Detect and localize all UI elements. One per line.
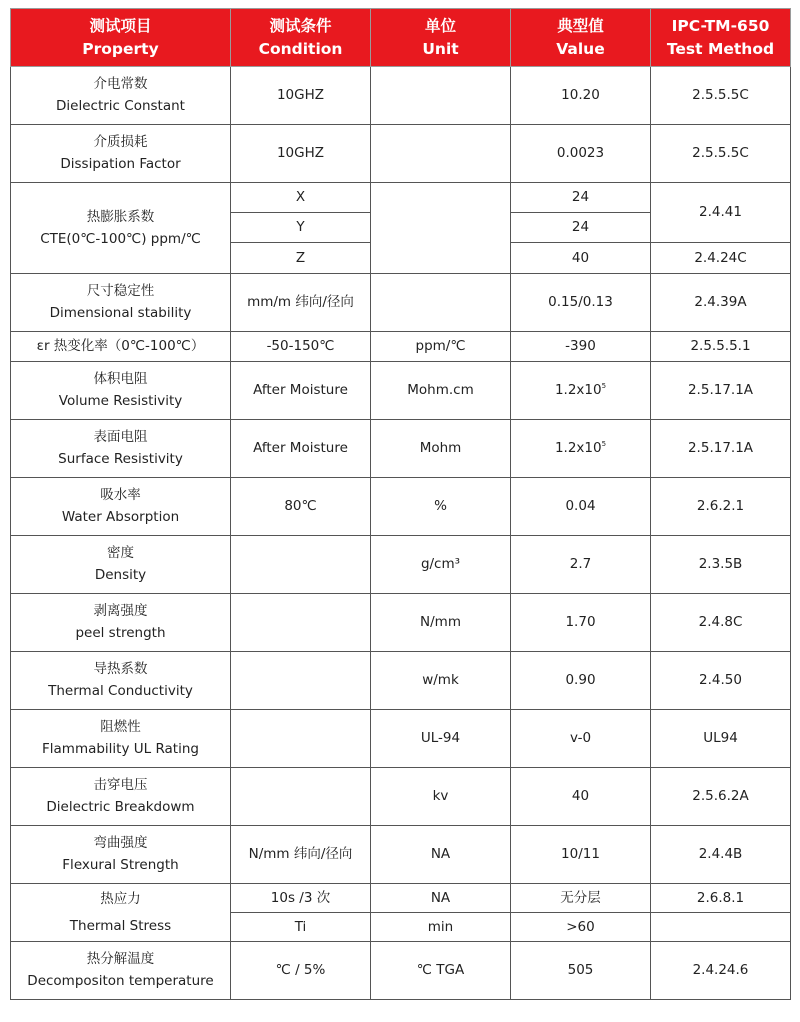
unit-cell: Mohm (371, 420, 511, 478)
table-row (11, 826, 791, 884)
unit-cell (371, 274, 511, 332)
value-cell: $1.2x10^5$ (511, 420, 651, 478)
unit-cell (371, 183, 511, 274)
method-cell: 2.5.17.1A (651, 420, 791, 478)
property-cell: 阻燃性 Flammability UL Rating (11, 710, 231, 768)
property-cell: 体积电阻 Volume Resistivity (11, 362, 231, 420)
table-row (11, 183, 791, 213)
unit-cell: Mohm.cm (371, 362, 511, 420)
method-cell: 2.4.39A (651, 274, 791, 332)
table-row (11, 594, 791, 652)
method-cell: 2.4.50 (651, 652, 791, 710)
method-cell: 2.4.8C (651, 594, 791, 652)
value-cell: 505 (511, 942, 651, 1000)
value-cell: $1.2x10^5$ (511, 362, 651, 420)
method-cell: 2.5.5.5C (651, 125, 791, 183)
property-cell: 弯曲强度 Flexural Strength (11, 826, 231, 884)
unit-cell: NA (371, 884, 511, 913)
value-cell: 0.15/0.13 (511, 274, 651, 332)
value-cell: 0.0023 (511, 125, 651, 183)
value-cell: 10.20 (511, 67, 651, 125)
condition-cell: 10s /3 次 (231, 884, 371, 913)
value-cell: 40 (511, 768, 651, 826)
condition-cell (231, 652, 371, 710)
cte-z-value: 40 (511, 243, 651, 274)
property-cell: 介质损耗 Dissipation Factor (11, 125, 231, 183)
property-cell: 介电常数 Dielectric Constant (11, 67, 231, 125)
unit-cell: N/mm (371, 594, 511, 652)
value-cell: >60 (511, 913, 651, 942)
property-cell: 击穿电压 Dielectric Breakdowm (11, 768, 231, 826)
table-row (11, 478, 791, 536)
header-row (11, 9, 791, 67)
header-property: 测试项目 Property (11, 9, 231, 67)
condition-cell (231, 710, 371, 768)
value-cell: 2.7 (511, 536, 651, 594)
header-value: 典型值 Value (511, 9, 651, 67)
cte-x-value: 24 (511, 183, 651, 213)
unit-cell: % (371, 478, 511, 536)
unit-cell: w/mk (371, 652, 511, 710)
property-cell: 导热系数 Thermal Conductivity (11, 652, 231, 710)
method-cell: UL94 (651, 710, 791, 768)
unit-cell (371, 67, 511, 125)
cte-y-label: Y (231, 213, 371, 243)
condition-cell (231, 594, 371, 652)
cte-z-method: 2.4.24C (651, 243, 791, 274)
value-cell: 无分层 (511, 884, 651, 913)
unit-cell (371, 125, 511, 183)
condition-cell: ℃ / 5% (231, 942, 371, 1000)
cte-y-value: 24 (511, 213, 651, 243)
table-row (11, 652, 791, 710)
condition-cell: N/mm 纬向/径向 (231, 826, 371, 884)
method-cell: 2.3.5B (651, 536, 791, 594)
table-row (11, 67, 791, 125)
unit-cell: g/cm³ (371, 536, 511, 594)
property-cell: 密度 Density (11, 536, 231, 594)
value-cell: 10/11 (511, 826, 651, 884)
condition-cell: mm/m 纬向/径向 (231, 274, 371, 332)
header-condition: 测试条件 Condition (231, 9, 371, 67)
condition-cell (231, 768, 371, 826)
condition-cell: After Moisture (231, 362, 371, 420)
unit-cell: ℃ TGA (371, 942, 511, 1000)
condition-cell: 10GHZ (231, 67, 371, 125)
value-cell: 0.04 (511, 478, 651, 536)
method-cell: 2.5.5.5.1 (651, 332, 791, 362)
method-cell: 2.4.4B (651, 826, 791, 884)
cte-z-label: Z (231, 243, 371, 274)
property-cell: 尺寸稳定性 Dimensional stability (11, 274, 231, 332)
table-row (11, 710, 791, 768)
method-cell: 2.5.17.1A (651, 362, 791, 420)
value-cell: -390 (511, 332, 651, 362)
unit-cell: ppm/℃ (371, 332, 511, 362)
cte-x-label: X (231, 183, 371, 213)
unit-cell: kv (371, 768, 511, 826)
table-row (11, 362, 791, 420)
method-cell: 2.6.8.1 (651, 884, 791, 913)
header-method: IPC-TM-650 Test Method (651, 9, 791, 67)
property-cell: 剥离强度 peel strength (11, 594, 231, 652)
property-cell: 热分解温度 Decompositon temperature (11, 942, 231, 1000)
property-cell: 热膨胀系数 CTE(0℃-100℃) ppm/℃ (11, 183, 231, 274)
value-cell: 1.70 (511, 594, 651, 652)
condition-cell: Ti (231, 913, 371, 942)
properties-table (10, 8, 791, 1000)
table-row (11, 274, 791, 332)
condition-cell: 80℃ (231, 478, 371, 536)
cte-xy-method: 2.4.41 (651, 183, 791, 243)
method-cell (651, 913, 791, 942)
table-row (11, 768, 791, 826)
property-cell: 表面电阻 Surface Resistivity (11, 420, 231, 478)
header-unit: 单位 Unit (371, 9, 511, 67)
unit-cell: UL-94 (371, 710, 511, 768)
property-cell: 吸水率 Water Absorption (11, 478, 231, 536)
table-row (11, 942, 791, 1000)
condition-cell: -50-150℃ (231, 332, 371, 362)
table-row (11, 420, 791, 478)
unit-cell: min (371, 913, 511, 942)
table-row (11, 125, 791, 183)
table-row (11, 884, 791, 913)
property-cell: εr 热变化率（0℃-100℃） (11, 332, 231, 362)
value-cell: 0.90 (511, 652, 651, 710)
unit-cell: NA (371, 826, 511, 884)
table-row (11, 332, 791, 362)
method-cell: 2.6.2.1 (651, 478, 791, 536)
condition-cell: After Moisture (231, 420, 371, 478)
table-row (11, 536, 791, 594)
condition-cell: 10GHZ (231, 125, 371, 183)
method-cell: 2.4.24.6 (651, 942, 791, 1000)
property-cell: 热应力 Thermal Stress (11, 884, 231, 942)
method-cell: 2.5.6.2A (651, 768, 791, 826)
condition-cell (231, 536, 371, 594)
method-cell: 2.5.5.5C (651, 67, 791, 125)
value-cell: v-0 (511, 710, 651, 768)
